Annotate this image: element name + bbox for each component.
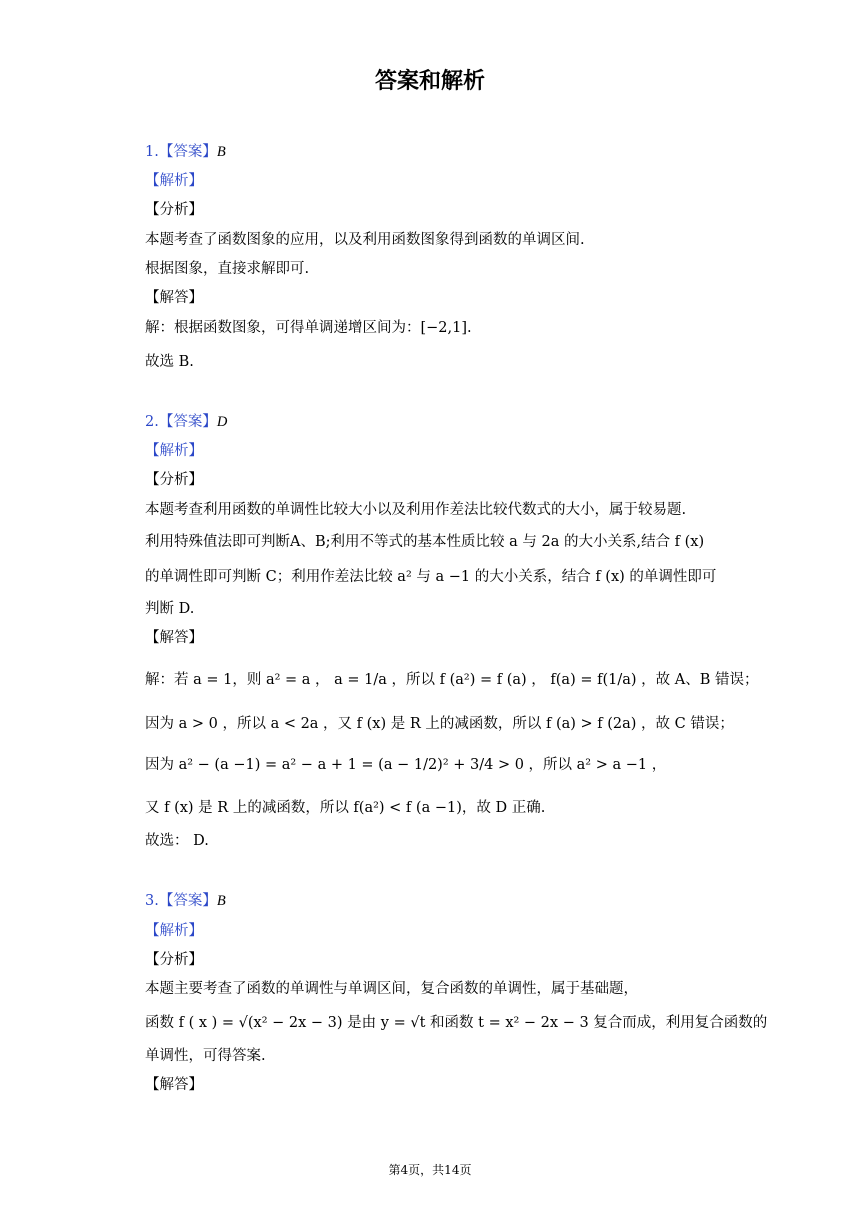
q2-fenxi-line-1: 本题考查利用函数的单调性比较大小以及利用作差法比较代数式的大小，属于较易题. [145, 502, 687, 518]
q2-solution-line-3: 因为 a² − (a −1) = a² − a + 1 = (a − 1/2)² + 3/4 > 0 ，所以 a² > a −1 ， [145, 757, 667, 773]
q1-fenxi-line-2: 根据图象，直接求解即可. [145, 261, 310, 277]
q2-fenxi-line-2: 利用特殊值法即可判断A、B;利用不等式的基本性质比较 a 与 2a 的大小关系,结合 f (x) [145, 534, 705, 550]
q2-fenxi-line-4: 判断 D. [145, 601, 195, 617]
q1-fenxi-line-1: 本题考查了函数图象的应用，以及利用函数图象得到函数的单调区间. [145, 232, 585, 248]
q1-solution-line-2: 故选 B. [145, 354, 194, 370]
q2-fenxi-label: 【分析】 [145, 472, 203, 488]
q3-answer-line [145, 891, 226, 911]
answer-label: 【答案】 [158, 144, 217, 160]
q3-number: 3. [145, 893, 159, 909]
q2-answer: D [216, 414, 228, 430]
q3-fenxi-line-3: 单调性，可得答案. [145, 1048, 266, 1064]
q2-answer-line [145, 412, 227, 432]
q3-jieda-label: 【解答】 [145, 1077, 203, 1093]
q1-fenxi-label: 【分析】 [145, 202, 203, 218]
q1-number: 1. [145, 144, 159, 160]
q3-fenxi-line-1: 本题主要考查了函数的单调性与单调区间，复合函数的单调性，属于基础题， [145, 981, 638, 997]
q2-solution-line-5: 故选： D. [145, 833, 209, 849]
q2-number: 2. [145, 414, 159, 430]
answer-label: 【答案】 [158, 893, 217, 909]
q1-jieda-label: 【解答】 [145, 290, 203, 306]
q3-answer: B [216, 893, 226, 909]
q2-solution-line-4: 又 f (x) 是 R 上的减函数，所以 f(a²) < f (a −1)，故 D 正确. [145, 800, 546, 816]
q2-analysis-label: 【解析】 [145, 443, 203, 459]
q2-solution-line-2: 因为 a > 0 ，所以 a < 2a ，又 f (x) 是 R 上的减函数，所以 f (a) > f (2a) ，故 C 错误； [145, 716, 734, 732]
q2-solution-line-1: 解：若 a = 1，则 a² = a ， a = 1/a ，所以 f (a²) = f (a) ， f(a) = f(1/a) ，故 A、B 错误； [145, 672, 759, 688]
q3-fenxi-line-2: 函数 f ( x ) = √(x² − 2x − 3) 是由 y = √t 和函数 t = x² − 2x − 3 复合而成，利用复合函数的 [145, 1015, 768, 1031]
q1-answer: B [216, 144, 226, 160]
q1-answer-line [145, 142, 226, 162]
page-title: 答案和解析 [374, 69, 485, 94]
answer-label: 【答案】 [158, 414, 217, 430]
q2-fenxi-line-3: 的单调性即可判断 C；利用作差法比较 a² 与 a −1 的大小关系，结合 f (x) 的单调性即可 [145, 569, 717, 585]
q2-jieda-label: 【解答】 [145, 630, 203, 646]
q3-analysis-label: 【解析】 [145, 923, 203, 939]
q1-analysis-label: 【解析】 [145, 173, 203, 189]
q1-solution-line-1: 解：根据函数图象，可得单调递增区间为：[−2,1]. [145, 320, 472, 336]
page-footer: 第4页，共14页 [388, 1163, 472, 1177]
q3-fenxi-label: 【分析】 [145, 952, 203, 968]
